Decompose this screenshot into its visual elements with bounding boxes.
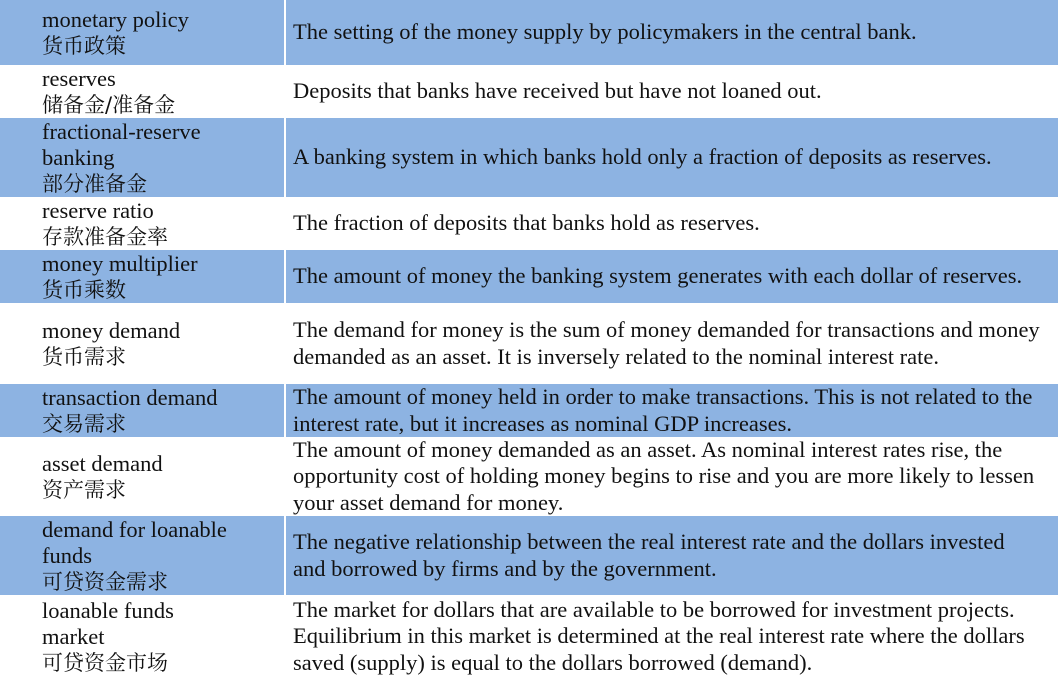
term-chinese: 货币需求 — [42, 344, 126, 369]
term-chinese: 资产需求 — [42, 477, 126, 502]
term-cell — [0, 0, 285, 65]
definition-cell: The market for dollars that are available to be borrowed for investment projects. Equilibrium in this market is determined at the real interest rate where the dollars saved (supply) is equal to the dollars borrowed (demand). — [293, 596, 1025, 675]
definition-cell: The amount of money demanded as an asset. As nominal interest rates rise, the opportunity cost of holding money begins to rise and you are more likely to lessen your asset demand for money. — [293, 436, 1035, 515]
term-english: money multiplier — [42, 250, 198, 276]
term-english: loanable funds market — [42, 597, 174, 649]
term-chinese: 存款准备金率 — [42, 224, 168, 249]
term-chinese: 储备金/准备金 — [42, 92, 176, 117]
term-chinese: 交易需求 — [42, 411, 126, 436]
term-cell — [0, 304, 285, 383]
term-english: demand for loanable funds — [42, 516, 227, 568]
term-english: fractional-reserve banking — [42, 118, 201, 170]
table-row — [0, 0, 1058, 66]
term-chinese: 部分准备金 — [42, 171, 147, 196]
table-row — [0, 250, 1058, 304]
term-cell — [0, 438, 285, 515]
term-english: reserves — [42, 65, 116, 91]
term-cell — [0, 250, 285, 303]
definition-cell: The demand for money is the sum of money demanded for transactions and money demanded as an asset. It is inversely related to the nominal interest rate. — [293, 317, 1040, 369]
definition-cell: A banking system in which banks hold only a fraction of deposits as reserves. — [293, 144, 992, 170]
term-cell — [0, 596, 285, 677]
term-cell — [0, 516, 285, 595]
table-row — [0, 596, 1058, 677]
term-cell — [0, 118, 285, 197]
term-chinese: 可贷资金需求 — [42, 569, 168, 594]
term-english: monetary policy — [42, 6, 189, 32]
term-cell — [0, 384, 285, 437]
definition-cell: Deposits that banks have received but have not loaned out. — [293, 78, 822, 104]
table-row — [0, 118, 1058, 198]
term-cell — [0, 198, 285, 249]
definition-cell: The amount of money held in order to make transactions. This is not related to the interest rate, but it increases as nominal GDP increases. — [293, 384, 1033, 436]
table-row — [0, 516, 1058, 596]
term-chinese: 货币乘数 — [42, 277, 126, 302]
column-divider — [284, 0, 286, 677]
term-english: asset demand — [42, 450, 163, 476]
term-english: money demand — [42, 317, 181, 343]
table-row — [0, 66, 1058, 118]
table-row — [0, 304, 1058, 384]
term-chinese: 可贷资金市场 — [42, 650, 168, 675]
definition-cell: The amount of money the banking system generates with each dollar of reserves. — [293, 263, 1023, 289]
term-cell — [0, 66, 285, 117]
definition-cell: The negative relationship between the real interest rate and the dollars invested and borrowed by firms and by the government. — [293, 529, 1005, 581]
definition-cell: The fraction of deposits that banks hold as reserves. — [293, 210, 760, 236]
table-row — [0, 198, 1058, 250]
table-row — [0, 384, 1058, 438]
term-chinese: 货币政策 — [42, 33, 126, 58]
term-english: reserve ratio — [42, 197, 154, 223]
term-english: transaction demand — [42, 384, 218, 410]
table-row — [0, 438, 1058, 516]
definition-cell: The setting of the money supply by policymakers in the central bank. — [293, 19, 917, 45]
